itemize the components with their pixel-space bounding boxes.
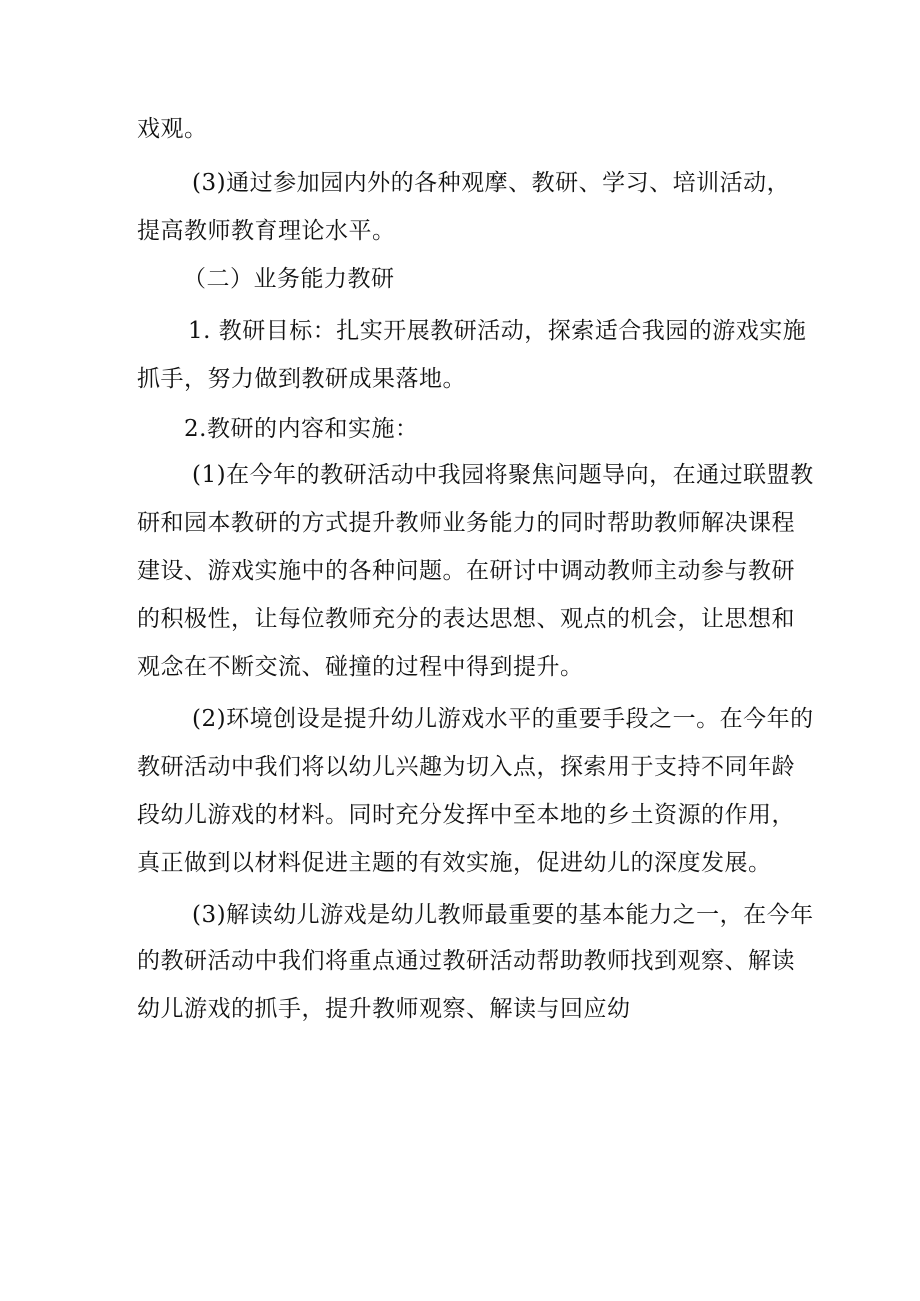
text-line: 教研活动中我们将以幼儿兴趣为切入点，探索用于支持不同年龄 [137,754,795,780]
text-line: (3)通过参加园内外的各种观摩、教研、学习、培训活动， [192,170,791,196]
text-line: 的积极性，让每位教师充分的表达思想、观点的机会，让思想和 [137,606,795,632]
text-line: 戏观。 [137,116,208,142]
text-line: 提高教师教育理论水平。 [137,218,396,244]
text-line: 的教研活动中我们将重点通过教研活动帮助教师找到观察、解读 [137,948,795,974]
text-line: 研和园本教研的方式提升教师业务能力的同时帮助教师解决课程 [137,510,795,536]
text-line: 段幼儿游戏的材料。同时充分发挥中至本地的乡土资源的作用， [137,802,795,828]
text-line: 幼儿游戏的抓手，提升教师观察、解读与回应幼 [137,996,631,1022]
text-line: (1)在今年的教研活动中我园将聚焦问题导向，在通过联盟教 [192,462,814,488]
section-heading: （二）业务能力教研 [183,266,395,292]
text-line: (3)解读幼儿游戏是幼儿教师最重要的基本能力之一，在今年 [192,902,814,928]
text-line: 抓手，努力做到教研成果落地。 [137,366,466,392]
text-line: 2.教研的内容和实施： [184,416,419,442]
text-line: (2)环境创设是提升幼儿游戏水平的重要手段之一。在今年的 [192,706,814,732]
text-line: 建设、游戏实施中的各种问题。在研讨中调动教师主动参与教研 [137,558,795,584]
text-line: 观念在不断交流、碰撞的过程中得到提升。 [137,654,584,680]
text-line: 1. 教研目标：扎实开展教研活动，探索适合我园的游戏实施 [188,318,807,344]
text-line: 真正做到以材料促进主题的有效实施，促进幼儿的深度发展。 [137,850,772,876]
